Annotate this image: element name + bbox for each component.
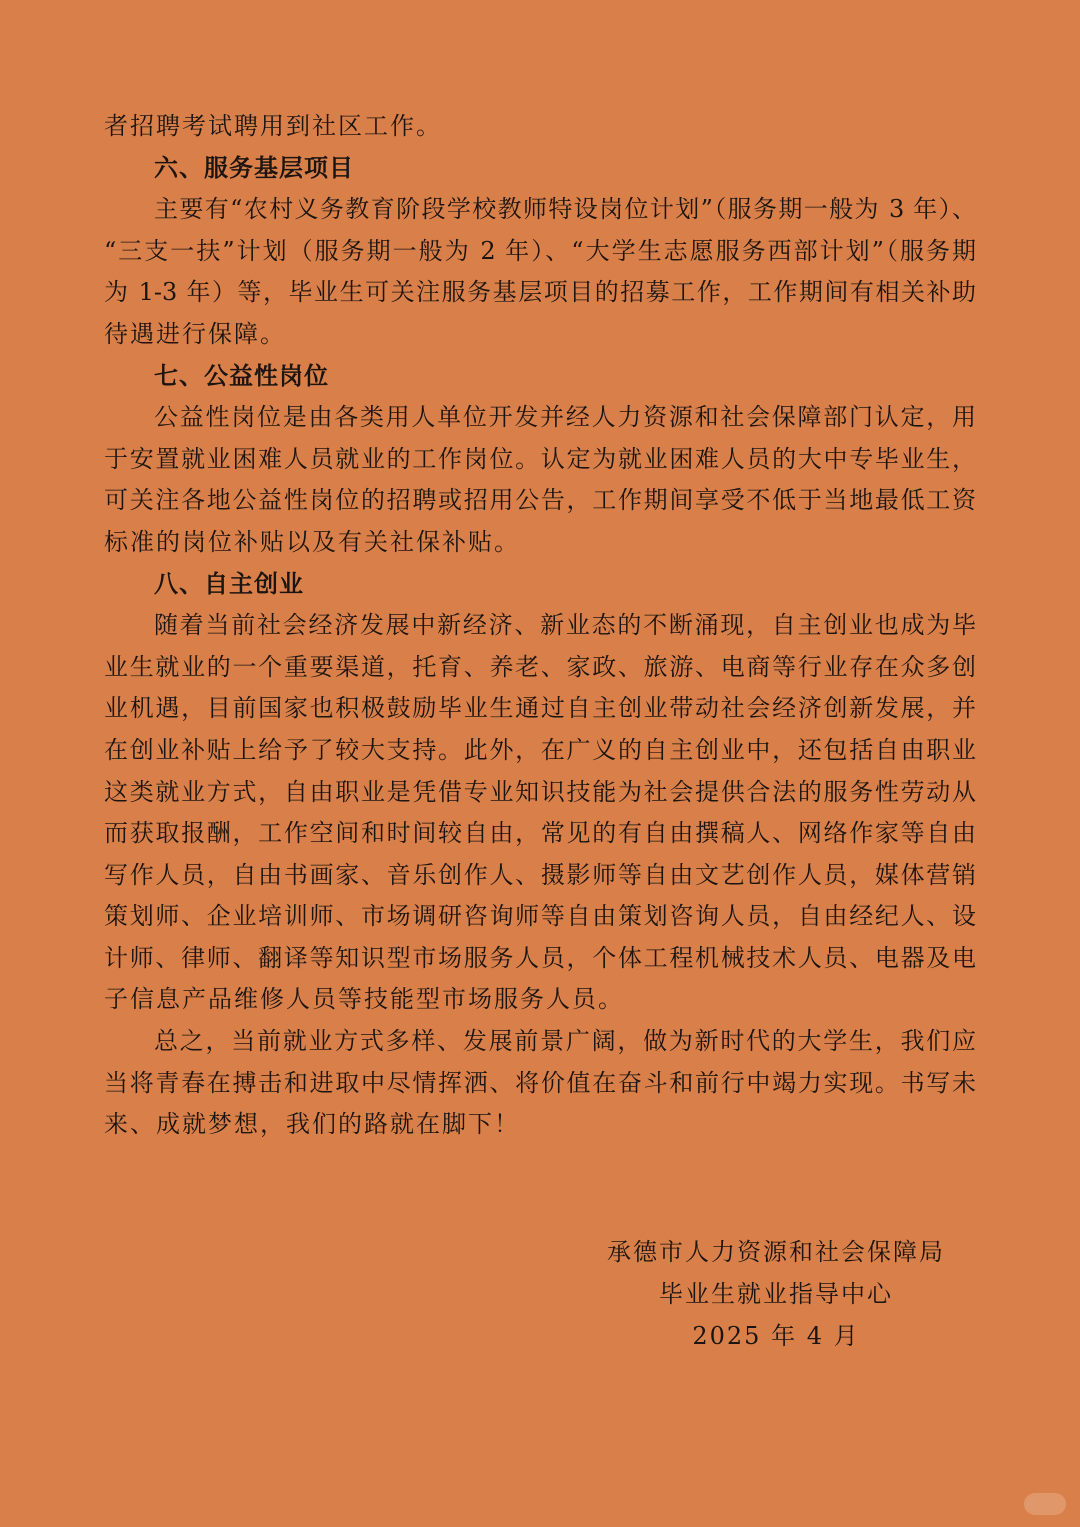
paragraph-lines <box>104 106 976 1146</box>
text-line: 于安置就业困难人员就业的工作岗位。认定为就业困难人员的大中专毕业生， <box>104 444 976 473</box>
text-line: “三支一扶”计划（服务期一般为 2 年）、“大学生志愿服务西部计划”（服务期 <box>104 236 976 265</box>
text-line: 来、成就梦想，我们的路就在脚下！ <box>104 1110 520 1139</box>
text-line: 标准的岗位补贴以及有关社保补贴。 <box>104 527 520 556</box>
signature-date: 2025 年 4 月 <box>692 1322 860 1350</box>
signature-org: 承德市人力资源和社会保障局 <box>607 1238 945 1266</box>
text-line: 策划师、企业培训师、市场调研咨询师等自由策划咨询人员，自由经纪人、设 <box>104 902 976 931</box>
text-line: 业生就业的一个重要渠道，托育、养老、家政、旅游、电商等行业存在众多创 <box>104 652 976 681</box>
text-line: 总之，当前就业方式多样、发展前景广阔，做为新时代的大学生，我们应 <box>154 1027 976 1056</box>
text-line: 在创业补贴上给予了较大支持。此外，在广义的自主创业中，还包括自由职业 <box>104 735 976 764</box>
text-line: 主要有“农村义务教育阶段学校教师特设岗位计划”（服务期一般为 3 年）、 <box>154 195 976 224</box>
text-line: 为 1-3 年）等，毕业生可关注服务基层项目的招募工作，工作期间有相关补助 <box>104 278 976 307</box>
text-line: 业机遇，目前国家也积极鼓励毕业生通过自主创业带动社会经济创新发展，并 <box>104 694 976 723</box>
text-line: 随着当前社会经济发展中新经济、新业态的不断涌现，自主创业也成为毕 <box>154 611 976 640</box>
signature-dept: 毕业生就业指导中心 <box>659 1280 893 1308</box>
text-line: 者招聘考试聘用到社区工作。 <box>104 112 442 140</box>
section-heading: 七、公益性岗位 <box>154 361 329 390</box>
text-line: 公益性岗位是由各类用人单位开发并经人力资源和社会保障部门认定，用 <box>154 403 976 432</box>
section-heading: 六、服务基层项目 <box>154 153 354 182</box>
text-line: 写作人员，自由书画家、音乐创作人、摄影师等自由文艺创作人员，媒体营销 <box>104 860 976 889</box>
section-heading: 八、自主创业 <box>154 569 304 598</box>
text-line: 待遇进行保障。 <box>104 319 286 348</box>
text-line: 这类就业方式，自由职业是凭借专业知识技能为社会提供合法的服务性劳动从 <box>104 777 976 806</box>
text-line: 可关注各地公益性岗位的招聘或招用公告，工作期间享受不低于当地最低工资 <box>104 486 976 515</box>
text-line: 计师、律师、翻译等知识型市场服务人员，个体工程机械技术人员、电器及电 <box>104 943 976 972</box>
document-body <box>104 106 976 1146</box>
text-line: 当将青春在搏击和进取中尽情挥洒、将价值在奋斗和前行中竭力实现。书写未 <box>104 1068 976 1097</box>
watermark-badge <box>1024 1493 1066 1515</box>
text-line: 子信息产品维修人员等技能型市场服务人员。 <box>104 985 624 1014</box>
text-line: 而获取报酬，工作空间和时间较自由，常见的有自由撰稿人、网络作家等自由 <box>104 819 976 848</box>
